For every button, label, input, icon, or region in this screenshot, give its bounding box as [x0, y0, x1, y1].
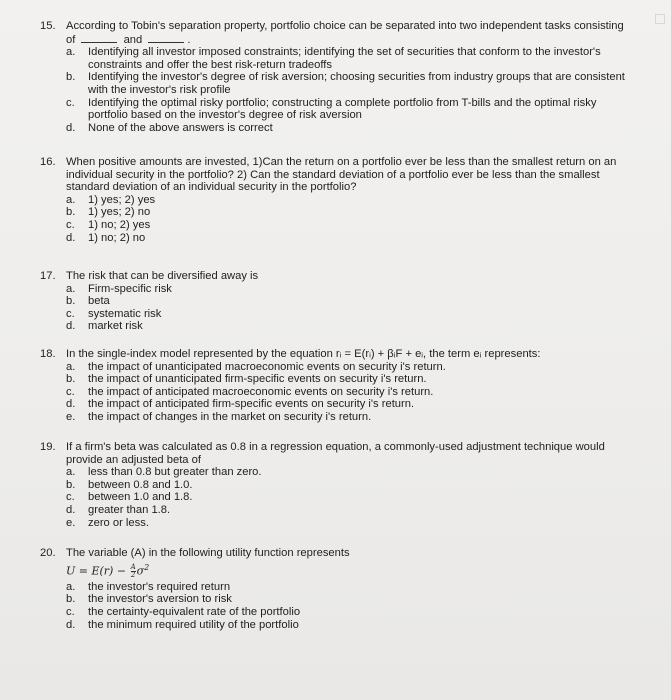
option-letter: a.: [66, 282, 76, 295]
option-letter: b.: [66, 373, 76, 386]
option-text: between 0.8 and 1.0.: [88, 478, 193, 491]
option-text: the impact of unanticipated firm-specific events on security i's return.: [88, 373, 427, 386]
stem-text: When positive amounts are invested, 1)Can the return on a portfolio ever be less than the smallest return on an individual security in the portfolio? 2) Can the standard deviation of a portfolio ever be less than the smallest standard deviation of an individual security in the portfolio?: [66, 156, 617, 194]
option-letter: a.: [66, 46, 76, 59]
option-text: 1) no; 2) no: [88, 231, 146, 244]
option-text: the impact of anticipated firm-specific events on security i's return.: [88, 398, 415, 411]
stem-and: and: [123, 33, 143, 46]
option-text: the impact of anticipated macroeconomic events on security i's return.: [88, 385, 434, 398]
option-a: [66, 466, 640, 479]
option-text: the investor's required return: [88, 580, 231, 593]
option-d: [66, 398, 640, 411]
option-text: market risk: [88, 320, 143, 333]
option-list: [66, 581, 620, 631]
option-c: [66, 308, 620, 321]
option-c: [66, 386, 640, 399]
option-letter: c.: [66, 307, 75, 320]
option-b: [66, 479, 640, 492]
option-list: [66, 361, 640, 424]
option-text: zero or less.: [88, 516, 149, 529]
option-text: the certainty-equivalent rate of the portfolio: [88, 605, 301, 618]
question-number: 20.: [40, 547, 56, 559]
option-letter: b.: [66, 206, 76, 219]
option-text: Identifying the investor's degree of risk aversion; choosing securities from industry groups that are consistent with the investor's risk profile: [88, 71, 625, 96]
option-a: [66, 361, 640, 374]
option-letter: e.: [66, 516, 76, 529]
option-letter: b.: [66, 295, 76, 308]
option-text: less than 0.8 but greater than zero.: [88, 466, 262, 479]
option-list: [66, 283, 620, 333]
option-letter: b.: [66, 71, 76, 84]
option-letter: b.: [66, 478, 76, 491]
option-letter: a.: [66, 466, 76, 479]
option-text: 1) no; 2) yes: [88, 218, 151, 231]
option-a: [66, 283, 620, 296]
option-e: [66, 517, 640, 530]
option-letter: c.: [66, 605, 75, 618]
option-list: [66, 194, 640, 244]
option-text: greater than 1.8.: [88, 503, 171, 516]
stem-end: .: [187, 33, 191, 46]
option-text: 1) yes; 2) no: [88, 206, 151, 219]
option-b: [66, 593, 620, 606]
option-letter: c.: [66, 385, 75, 398]
option-d: [66, 122, 630, 135]
option-b: [66, 71, 630, 96]
question-number: 17.: [40, 270, 56, 282]
option-c: [66, 219, 640, 232]
option-text: None of the above answers is correct: [88, 121, 273, 134]
formula-exponent: 2: [144, 562, 150, 572]
option-b: [66, 373, 640, 386]
question-stem: [40, 20, 630, 46]
stem-text: In the single-index model represented by the equation rᵢ = E(rᵢ) + βᵢF + eᵢ, the term eᵢ represents:: [66, 348, 541, 360]
option-text: the impact of changes in the market on security i's return.: [88, 410, 372, 423]
option-text: the minimum required utility of the portfolio: [88, 618, 299, 631]
question-stem: [40, 441, 640, 466]
question-17: [40, 270, 620, 333]
question-stem: [40, 156, 640, 194]
option-list: [66, 466, 640, 529]
option-text: Identifying all investor imposed constraints; identifying the set of securities that conform to the investor's constraints and offer the best risk-return tradeoffs: [88, 46, 601, 71]
option-letter: c.: [66, 96, 75, 109]
answer-blank: [81, 33, 117, 43]
option-b: [66, 206, 640, 219]
fraction-denominator: 2: [130, 570, 136, 579]
question-number: 15.: [40, 20, 56, 32]
stem-text: According to Tobin's separation property, portfolio choice can be separated into two independent tasks consisting of: [66, 20, 624, 46]
option-letter: c.: [66, 218, 75, 231]
option-a: [66, 194, 640, 207]
option-d: [66, 320, 620, 333]
formula-sigma: σ: [136, 564, 145, 578]
answer-blank: [148, 33, 184, 43]
option-d: [66, 619, 620, 632]
option-text: 1) yes; 2) yes: [88, 193, 156, 206]
option-letter: d.: [66, 320, 76, 333]
option-letter: d.: [66, 121, 76, 134]
option-text: the investor's aversion to risk: [88, 593, 232, 606]
question-stem: [40, 547, 620, 560]
option-d: [66, 232, 640, 245]
option-e: [66, 411, 640, 424]
option-a: [66, 581, 620, 594]
question-number: 18.: [40, 348, 56, 360]
question-18: [40, 348, 640, 424]
question-number: 19.: [40, 441, 56, 453]
fraction-numerator: A: [130, 562, 136, 571]
option-letter: d.: [66, 618, 76, 631]
option-a: [66, 46, 630, 71]
option-letter: a.: [66, 360, 76, 373]
formula-lhs: U = E(r) −: [66, 564, 127, 578]
option-letter: b.: [66, 593, 76, 606]
option-text: between 1.0 and 1.8.: [88, 491, 193, 504]
option-text: systematic risk: [88, 307, 162, 320]
page-corner-mark: [655, 14, 665, 24]
option-c: [66, 97, 630, 122]
option-text: the impact of unanticipated macroeconomic events on security i's return.: [88, 360, 446, 373]
option-text: Firm-specific risk: [88, 282, 172, 295]
stem-text: If a firm's beta was calculated as 0.8 in a regression equation, a commonly-used adjustment technique would provide an adjusted beta of: [66, 441, 605, 466]
option-letter: a.: [66, 193, 76, 206]
question-19: [40, 441, 640, 529]
option-letter: c.: [66, 491, 75, 504]
option-b: [66, 295, 620, 308]
question-stem: [40, 348, 640, 361]
question-16: [40, 156, 640, 244]
question-number: 16.: [40, 156, 56, 168]
utility-formula: [66, 562, 620, 579]
option-letter: e.: [66, 410, 76, 423]
question-stem: [40, 270, 620, 283]
stem-text: The risk that can be diversified away is: [66, 270, 259, 282]
option-letter: a.: [66, 580, 76, 593]
formula-fraction: [131, 564, 136, 579]
option-c: [66, 491, 640, 504]
option-letter: d.: [66, 231, 76, 244]
option-d: [66, 504, 640, 517]
stem-text: The variable (A) in the following utility function represents: [66, 547, 350, 559]
question-15: [40, 20, 630, 134]
option-list: [66, 46, 630, 134]
option-text: beta: [88, 295, 110, 308]
option-letter: d.: [66, 398, 76, 411]
question-20: [40, 547, 620, 631]
option-c: [66, 606, 620, 619]
option-text: Identifying the optimal risky portfolio; constructing a complete portfolio from T-bills and the optimal risky portfolio based on the investor's degree of risk aversion: [88, 96, 597, 122]
option-letter: d.: [66, 503, 76, 516]
